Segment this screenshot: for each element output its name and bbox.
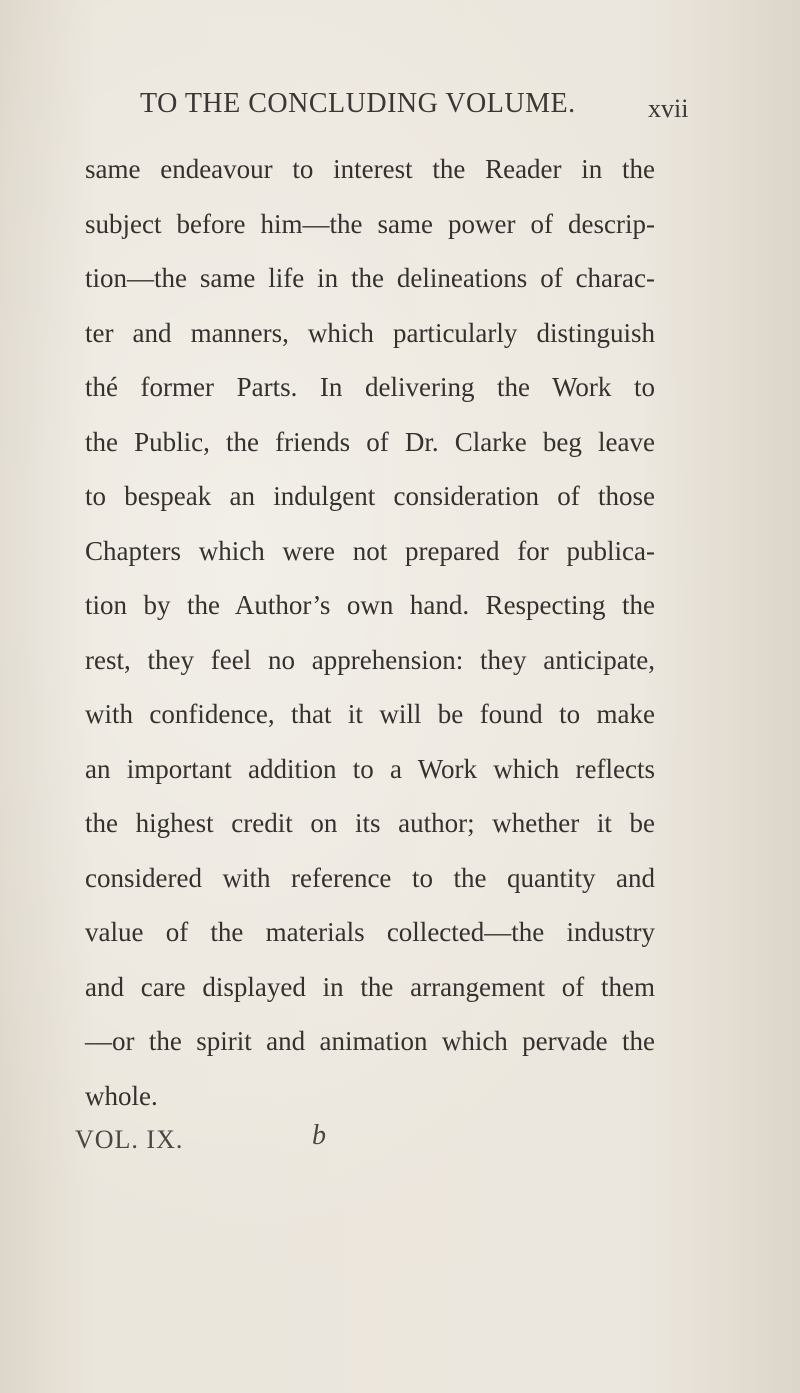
text-line: considered with reference to the quantity and (85, 862, 655, 893)
body-paragraph (85, 142, 655, 1123)
text-line: tion by the Author’s own hand. Respecting the (85, 590, 655, 620)
text-line: ter and manners, which particularly distinguish (85, 317, 655, 348)
text-line: thé former Parts. In delivering the Work to (85, 372, 655, 402)
volume-signature: VOL. IX. (75, 1125, 184, 1154)
text-line: —or the spirit and animation which pervade the (85, 1026, 655, 1056)
text-line: and care displayed in the arrangement of them (85, 971, 655, 1002)
text-line: tion—the same life in the delineations of charac- (85, 263, 655, 293)
text-line: an important addition to a Work which reflects (85, 753, 655, 784)
text-line: the highest credit on its author; whether it be (85, 808, 655, 838)
text-line: to bespeak an indulgent consideration of those (85, 481, 655, 511)
text-line: subject before him—the same power of descrip- (85, 208, 655, 239)
text-line: with confidence, that it will be found to make (85, 699, 655, 729)
text-line: the Public, the friends of Dr. Clarke beg leave (85, 426, 655, 457)
printer-signature-mark: b (312, 1120, 326, 1151)
text-line: rest, they feel no apprehension: they anticipate, (85, 644, 655, 675)
running-header: TO THE CONCLUDING VOLUME. (140, 88, 576, 119)
text-line-last: whole. (85, 1080, 158, 1111)
page-number: xvii (648, 94, 689, 123)
text-line: same endeavour to interest the Reader in the (85, 154, 655, 184)
text-line: Chapters which were not prepared for publica- (85, 535, 655, 566)
text-line: value of the materials collected—the industry (85, 917, 655, 947)
